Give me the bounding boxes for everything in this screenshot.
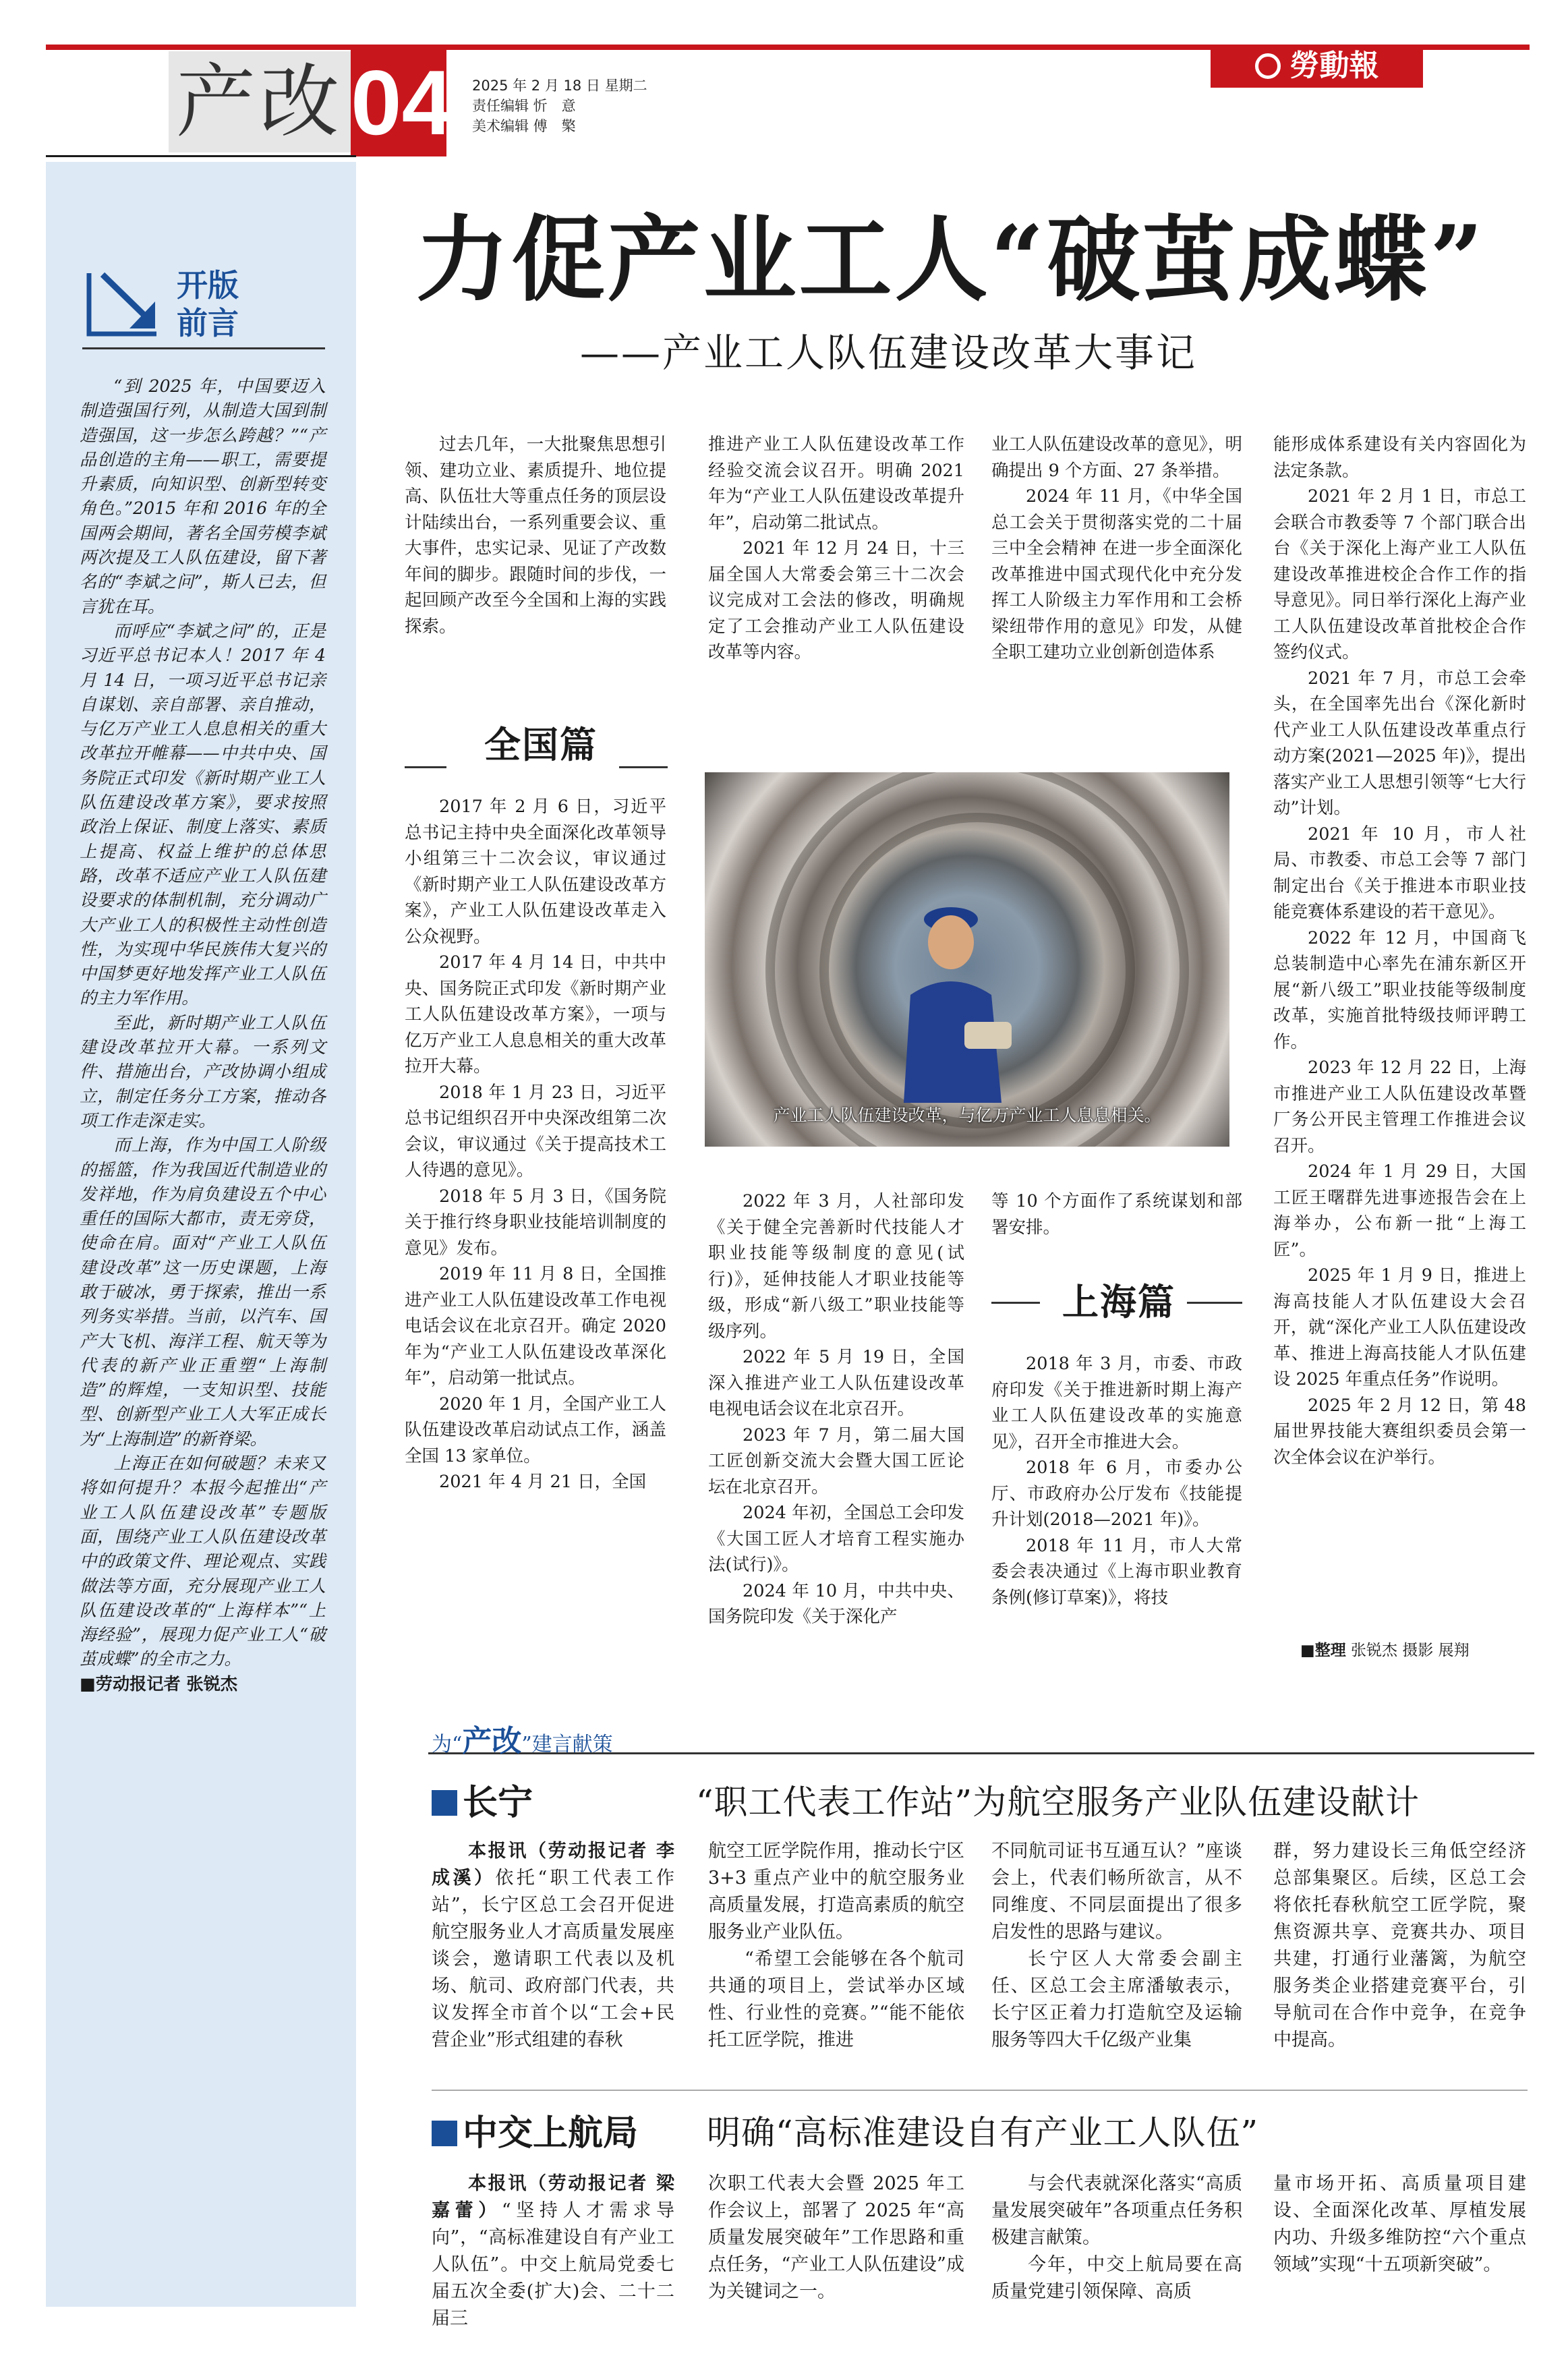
- worker-figure: [883, 880, 1018, 1103]
- timeline-entry: 2018 年 11 月，市人大常委会表决通过《上海市职业教育条例(修订草案)》，将技: [991, 1535, 1242, 1608]
- shanghai-rule-left: [991, 1302, 1040, 1304]
- square-bullet-icon: [432, 1790, 457, 1816]
- square-bullet-icon: [432, 2121, 457, 2146]
- shanghai-section-label: 上海篇: [1062, 1280, 1175, 1323]
- timeline-entry: 2023 年 12 月 22 日，上海市推进产业工人队伍建设改革暨厂务公开民主管理工作推进会议召开。: [1273, 1058, 1526, 1156]
- news2-column-4: 量市场开拓、高质量项目建设、全面深化改革、厚植发展内功、升级多维防控“六个重点领域”实现“十五项新突破”。: [1273, 2173, 1526, 2275]
- news1-location: 长宁: [432, 1774, 533, 1825]
- news1-column-1: 本报讯（劳动报记者 李成溪）依托“职工代表工作站”，长宁区总工会召开促进航空服务业人才高质量发展座谈会，邀请职工代表以及机场、航司、政府部门代表，共议发挥全市首个以“工会+民营企业”形式组建的春秋: [432, 1841, 674, 2050]
- timeline-entry: 2017 年 4 月 14 日，中共中央、国务院正式印发《新时期产业工人队伍建设改革方案》，一项与亿万产业工人息息相关的重大改革拉开大幕。: [405, 952, 666, 1076]
- section-name: 产改: [169, 51, 351, 152]
- banner: 为“产改”建言献策: [432, 1724, 613, 1758]
- timeline-entry: 能形成体系建设有关内容固化为法定条款。: [1273, 434, 1526, 481]
- national-rule-left: [405, 766, 446, 768]
- timeline-entry: 2021 年 2 月 1 日，市总工会联合市教委等 7 个部门联合出台《关于深化上海产业工人队伍建设改革推进校企合作工作的指导意见》。同日举行深化上海产业工人队伍建设改革首批校企合作签约仪式。: [1273, 486, 1526, 662]
- national-column-3-top: [991, 432, 1242, 666]
- timeline-entry: 2025 年 2 月 12 日，第 48 届世界技能大赛组织委员会第一次全体会议在沪举行。: [1273, 1395, 1526, 1468]
- preface-paragraph: “到 2025 年，中国要迈入制造强国行列，从制造大国到制造强国，这一步怎么跨越？”“产品创造的主角——职工，需要提升素质，向知识型、创新型转变角色。”2015 年和 2016 年的全国两会期间，著名全国劳模李斌两次提及工人队伍建设，留下著名的“李斌之问”，斯人已去，但言犹在耳。: [80, 376, 326, 616]
- timeline-entry: 业工人队伍建设改革的意见》，明确提出 9 个方面、27 条举措。: [991, 434, 1242, 481]
- timeline-entry: 2022 年 5 月 19 日，全国深入推进产业工人队伍建设改革电视电话会议在北京召开。: [708, 1347, 964, 1419]
- stator-worker-photo: [705, 772, 1229, 1147]
- shanghai-column-3: [991, 1351, 1242, 1611]
- timeline-entry: 2024 年 10 月，中共中央、国务院印发《关于深化产: [708, 1580, 964, 1627]
- main-headline: 力促产业工人“破茧成蝶”: [415, 204, 1486, 314]
- news2-headline: 明确“高标准建设自有产业工人队伍”: [707, 2113, 1259, 2152]
- timeline-entry: 2018 年 1 月 23 日，习近平总书记组织召开中央深改组第二次会议，审议通过《关于提高技术工人待遇的意见》。: [405, 1082, 666, 1180]
- preface-paragraph: 至此，新时期产业工人队伍建设改革拉开大幕。一系列文件、措施出台，产改协调小组成立，制定任务分工方案，推动各项工作走深走实。: [80, 1012, 326, 1130]
- issue-date: 2025 年 2 月 18 日 星期二: [472, 78, 647, 94]
- preface-paragraph: 上海正在如何破题？未来又将如何提升？本报今起推出“产业工人队伍建设改革”专题版面，围绕产业工人队伍建设改革中的政策文件、理论观点、实践做法等方面，充分展现产业工人队伍建设改革的“上海样本”“上海经验”，展现力促产业工人“破茧成蝶”的全市之力。: [80, 1454, 326, 1669]
- issue-info: [472, 76, 647, 136]
- timeline-entry: 2024 年 11 月，《中华全国总工会关于贯彻落实党的二十届三中全会精神 在进一步全面深化改革推进中国式现代化中充分发挥工人阶级主力军作用和工会桥梁纽带作用的意见》印发，从健全职工建功立业创新创造体系: [991, 486, 1242, 662]
- timeline-entry: 2018 年 6 月，市委办公厅、市政府办公厅发布《技能提升计划(2018—2021 年)》。: [991, 1458, 1242, 1530]
- timeline-entry: 2022 年 3 月，人社部印发《关于健全完善新时代技能人才职业技能等级制度的意见(试行)》，延伸技能人才职业技能等级，形成“新八级工”职业技能等级序列。: [708, 1191, 964, 1342]
- arrow-down-right-icon: [82, 266, 163, 341]
- main-subheadline: ——产业工人队伍建设改革大事记: [580, 330, 1198, 376]
- timeline-entry: 2022 年 12 月，中国商飞总装制造中心率先在浦东新区开展“新八级工”职业技能等级制度改革，实施首批特级技师评聘工作。: [1273, 927, 1526, 1052]
- preface-label-rule: [82, 347, 325, 349]
- news1-headline: “职工代表工作站”为航空服务产业队伍建设献计: [696, 1783, 1420, 1822]
- national-column-3-mid: [991, 1188, 1242, 1240]
- timeline-entry: 2020 年 1 月，全国产业工人队伍建设改革启动试点工作，涵盖全国 13 家单位。: [405, 1394, 666, 1466]
- news2-column-3: 与会代表就深化落实“高质量发展突破年”各项重点任务积极建言献策。 今年，中交上航局要在高质量党建引领保障、高质: [991, 2173, 1242, 2302]
- news1-column-4: 群，努力建设长三角低空经济总部集聚区。后续，区总工会将依托春秋航空工匠学院，聚焦资源共享、竞赛共办、项目共建，打通行业藩篱，为航空服务类企业搭建竞赛平台，引导航司在合作中竞争，在竞争中提高。: [1273, 1841, 1526, 2050]
- news2-column-2: 次职工代表大会暨 2025 年工作会议上，部署了 2025 年“高质量发展突破年”工作思路和重点任务，“产业工人队伍建设”成为关键词之一。: [708, 2173, 964, 2302]
- photo-credit: ■整理 张锐杰 摄影 展翔: [1300, 1642, 1470, 1659]
- masthead-title: 勞動報: [1289, 49, 1379, 83]
- national-column-2-bottom: [708, 1188, 964, 1630]
- news1-column-2: 航空工匠学院作用，推动长宁区 3+3 重点产业中的航空服务业高质量发展，打造高素质的航空服务业产业队伍。 “希望工会能够在各个航司共通的项目上，尝试举办区域性、行业性的竞赛。”“能不能依托工匠学院，推进: [708, 1841, 964, 2050]
- timeline-entry: 2021 年 7 月，市总工会牵头，在全国率先出台《深化新时代产业工人队伍建设改革重点行动方案(2021—2025 年)》，提出落实产业工人思想引领等“七大行动”计划。: [1273, 668, 1526, 818]
- preface-text: [80, 374, 326, 1696]
- timeline-entry: 推进产业工人队伍建设改革工作经验交流会议召开。明确 2021 年为“产业工人队伍建设改革提升年”，启动第二批试点。: [708, 434, 964, 533]
- news-divider: [432, 2090, 1528, 2091]
- timeline-entry: 2024 年初，全国总工会印发《大国工匠人才培育工程实施办法(试行)》。: [708, 1503, 964, 1575]
- masthead[interactable]: [1211, 45, 1423, 88]
- timeline-entry: 2017 年 2 月 6 日，习近平总书记主持中央全面深化改革领导小组第三十二次会议，审议通过《新时期产业工人队伍建设改革方案》，产业工人队伍建设改革走入公众视野。: [405, 797, 666, 947]
- news1-column-3: 不同航司证书互通互认？”座谈会上，代表们畅所欲言，从不同维度、不同层面提出了很多启发性的思路与建议。 长宁区人大常委会副主任、区总工会主席潘敏表示，长宁区正着力打造航空及运输服务等四大千亿级产业集: [991, 1841, 1242, 2050]
- timeline-entry: 2024 年 1 月 29 日，大国工匠王曙群先进事迹报告会在上海举办，公布新一批“上海工匠”。: [1273, 1161, 1526, 1260]
- timeline-entry: 2021 年 10 月，市人社局、市教委、市总工会等 7 部门制定出台《关于推进本市职业技能竞赛体系建设的若干意见》。: [1273, 824, 1526, 922]
- masthead-logo-icon: [1255, 53, 1281, 79]
- news2-location: 中交上航局: [432, 2104, 638, 2155]
- photo-caption: 产业工人队伍建设改革，与亿万产业工人息息相关。: [773, 1105, 1161, 1125]
- timeline-entry: 2018 年 5 月 3 日，《国务院关于推行终身职业技能培训制度的意见》发布。: [405, 1186, 666, 1259]
- timeline-entry: 2021 年 12 月 24 日，十三届全国人大常委会第三十二次会议完成对工会法的修改，明确规定了工会推动产业工人队伍建设改革等内容。: [708, 538, 964, 662]
- national-rule-right: [619, 766, 668, 768]
- preface-paragraph: 而上海，作为中国工人阶级的摇篮，作为我国近代制造业的发祥地，作为肩负建设五个中心重任的国际大都市，责无旁贷，使命在肩。面对“产业工人队伍建设改革”这一历史课题，上海敢于破冰，勇于探索，推出一系列务实举措。当前，以汽车、国产大飞机、海洋工程、航天等为代表的新产业正重塑“上海制造”的辉煌，一支知识型、技能型、创新型产业工人大军正成长为“上海制造”的新脊梁。: [80, 1135, 326, 1449]
- national-column-2-top: [708, 432, 964, 666]
- preface-top-rule: [46, 155, 356, 157]
- national-column-1: [405, 794, 666, 1495]
- editor-credit: 责任编辑 忻 意: [472, 98, 576, 114]
- preface-paragraph: 而呼应“李斌之问”的，正是习近平总书记本人！2017 年 4 月 14 日，一项习近平总书记亲自谋划、亲自部署、亲自推动，与亿万产业工人息息相关的重大改革拉开帷幕——中共中央、国务院正式印发《新时期产业工人队伍建设改革方案》，要求按照政治上保证、制度上落实、素质上提高、权益上维护的总体思路，改革不适应产业工人队伍建设要求的体制机制，充分调动广大产业工人的积极性主动性创造性，为实现中华民族伟大复兴的中国梦更好地发挥产业工人队伍的主力军作用。: [80, 621, 326, 1008]
- timeline-entry: 等 10 个方面作了系统谋划和部署安排。: [991, 1191, 1242, 1238]
- timeline-entry: 2023 年 7 月，第二届大国工匠创新交流大会暨大国工匠论坛在北京召开。: [708, 1425, 964, 1497]
- timeline-entry: 2021 年 4 月 21 日，全国: [439, 1472, 647, 1492]
- intro-text: 过去几年，一大批聚焦思想引领、建功立业、素质提升、地位提高、队伍壮大等重点任务的顶层设计陆续出台，一系列重要会议、重大事件，忠实记录、见证了产改数年间的脚步。跟随时间的步伐，一起回顾产改至今全国和上海的实践探索。: [405, 434, 666, 637]
- page-number: 04: [351, 49, 446, 156]
- news2-column-1: 本报讯（劳动报记者 梁嘉蕾）“坚持人才需求导向”，“高标准建设自有产业工人队伍”。中交上航局党委七届五次全委(扩大)会、二十二届三: [432, 2173, 674, 2329]
- art-editor-credit: 美术编辑 傅 檠: [472, 118, 576, 134]
- timeline-entry: 2018 年 3 月，市委、市政府印发《关于推进新时期上海产业工人队伍建设改革的实施意见》，召开全市推进大会。: [991, 1354, 1242, 1452]
- preface-label: 开版 前言: [177, 267, 239, 341]
- shanghai-rule-right: [1187, 1302, 1242, 1304]
- national-section-label: 全国篇: [484, 723, 598, 766]
- timeline-entry: 2025 年 1 月 9 日，推进上海高技能人才队伍建设大会召开，就“深化产业工人队伍建设改革、推进上海高技能人才队伍建设 2025 年重点任务”作说明。: [1273, 1265, 1526, 1389]
- timeline-entry: 2019 年 11 月 8 日，全国推进产业工人队伍建设改革工作电视电话会议在北京召开。确定 2020 年为“产业工人队伍建设改革深化年”，启动第一批试点。: [405, 1264, 666, 1388]
- shanghai-column-4: [1273, 432, 1526, 1470]
- preface-signature: ■劳动报记者 张锐杰: [80, 1673, 238, 1694]
